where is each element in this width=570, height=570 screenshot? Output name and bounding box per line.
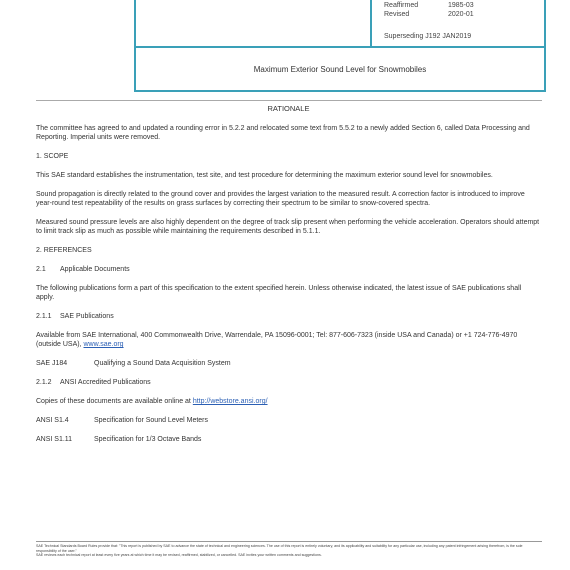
footer-line-2: SAE reviews each technical report at least every five years at which time it may be revised, reaffirmed, stabilized, or cancelled. SAE invites your written comments and suggestions.: [36, 553, 322, 558]
ansi-availability-text: [36, 397, 541, 406]
footer-rule: [36, 541, 542, 542]
scope-paragraph-3: Measured sound pressure levels are also highly dependent on the degree of track slip present when performing the vehicle acceleration. Operators should attempt to limit track slip as much as possible while maintaining the requirements described in 5.1.1.: [36, 219, 540, 235]
revised-row: [384, 11, 474, 18]
sae-website-link[interactable]: www.sae.org: [83, 341, 124, 348]
sae-j184-row: [36, 359, 541, 368]
page-footer: [36, 544, 542, 558]
reaffirmed-row: [384, 2, 474, 9]
header-rule: [36, 100, 542, 101]
document-title: Maximum Exterior Sound Level for Snowmobiles: [253, 65, 427, 74]
sae-doc-title: Qualifying a Sound Data Acquisition System: [94, 360, 231, 367]
rationale-heading: RATIONALE: [267, 104, 310, 113]
ansi-title: ANSI Accredited Publications: [60, 379, 151, 386]
scope-paragraph-1: This SAE standard establishes the instrumentation, test site, and test procedure for determining the maximum exterior sound level for snowmobiles.: [36, 172, 493, 179]
rationale-text: The committee has agreed to and updated a rounding error in 5.2.2 and relocated some text from 5.5.2 to a newly added Section 6, called Data Processing and Reporting. Imperial units were removed.: [36, 125, 530, 141]
applicable-num: 2.1: [36, 266, 46, 273]
sae-title: SAE Publications: [60, 313, 114, 320]
scope-paragraph-2: Sound propagation is directly related to the ground cover and provides the largest variation to the measured result. A correction factor is introduced to improve year-round test repeatability of the results on grass surfaces by correcting their spectrum to be similar to snow-covered spectra.: [36, 191, 525, 207]
revised-label: Revised: [384, 11, 410, 18]
footer-line-1: SAE Technical Standards Board Rules provide that: "This report is published by SAE to advance the state of technical and engineering sciences. The use of this report is entirely voluntary, and its applicability and suitability for any particular use, including any patent infringement arising therefrom, is the sole responsibility of the user.": [36, 544, 523, 553]
ansi-doc2-id: ANSI S1.11: [36, 436, 73, 443]
document-header-box: [134, 0, 546, 92]
reaffirmed-value: 1985-03: [448, 2, 474, 9]
ansi-doc1-id: ANSI S1.4: [36, 417, 69, 424]
ansi-s1-11-row: [36, 435, 541, 444]
header-divider-horizontal: [136, 46, 544, 48]
header-divider-vertical: [370, 0, 372, 46]
applicable-text: The following publications form a part of this specification to the extent specified herein. Unless otherwise indicated, the latest issue of SAE publications shall apply.: [36, 285, 522, 301]
ansi-webstore-link[interactable]: http://webstore.ansi.org/: [192, 398, 268, 405]
sae-num: 2.1.1: [36, 313, 52, 320]
ansi-doc1-title: Specification for Sound Level Meters: [94, 417, 209, 424]
revised-value: 2020-01: [448, 11, 474, 18]
document-body: [36, 104, 541, 444]
sae-publications-heading: [36, 312, 541, 321]
ansi-publications-heading: [36, 378, 541, 387]
scope-heading: 1. SCOPE: [36, 153, 69, 160]
applicable-documents-heading: [36, 265, 541, 274]
references-heading: 2. REFERENCES: [36, 247, 92, 254]
sae-availability-text: [36, 331, 541, 349]
sae-text: Available from SAE International, 400 Commonwealth Drive, Warrendale, PA 15096-0001; Tel: 877-606-7323 (inside USA and Canada) or +1 724-776-4970 (outside USA),: [36, 332, 518, 348]
superseding-note: Superseding J192 JAN2019: [384, 33, 472, 40]
ansi-num: 2.1.2: [36, 379, 52, 386]
ansi-doc2-title: Specification for 1/3 Octave Bands: [94, 436, 202, 443]
applicable-title: Applicable Documents: [60, 266, 130, 273]
reaffirmed-label: Reaffirmed: [384, 2, 419, 9]
ansi-text: Copies of these documents are available online at: [36, 398, 191, 405]
ansi-s1-4-row: [36, 416, 541, 425]
sae-doc-id: SAE J184: [36, 360, 68, 367]
